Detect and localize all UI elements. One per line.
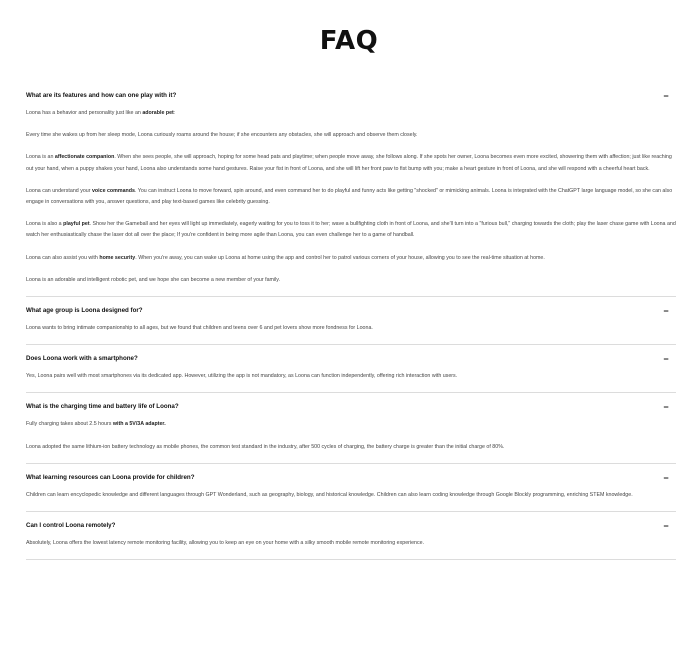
faq-answer <box>26 365 676 382</box>
faq-answer <box>26 413 676 452</box>
faq-answer <box>26 317 676 334</box>
faq-question-header[interactable] <box>26 393 676 413</box>
answer-paragraph <box>26 419 676 430</box>
answer-paragraph <box>26 130 676 141</box>
answer-text: . When she sees people, she will approach, hoping for some head pats and playtime; when people move away, she follows along. If she spots her owner, Loona becomes even more excited, showering them with affection; just like reaching out your hand, when a puppy shakes your hand, Loona also understands some hand gestures. Raise your fist in front of Loona, and she will lift her front paw to fist bump with you; make a heart gesture in front of Loona, and she will respond with a cheerful heart back. <box>26 154 672 172</box>
faq-answer <box>26 484 676 501</box>
faq-question-header[interactable] <box>26 464 676 484</box>
answer-highlight: playful pet <box>63 221 90 228</box>
faq-question-header[interactable] <box>26 345 676 365</box>
answer-text: Loona can understand your <box>26 187 92 194</box>
faq-item <box>26 464 676 512</box>
answer-paragraph <box>26 186 676 208</box>
answer-text: Loona wants to bring intimate companionship to all ages, but we found that children and teens over 6 and pet lovers show more fondness for Loona. <box>26 325 373 332</box>
answer-paragraph <box>26 219 676 241</box>
faq-item <box>26 297 676 345</box>
answer-text: Loona can also assist you with <box>26 254 100 261</box>
collapse-minus-icon[interactable]: − <box>663 521 669 532</box>
faq-question: What learning resources can Loona provide for children? <box>26 473 195 481</box>
collapse-minus-icon[interactable]: − <box>663 402 669 413</box>
collapse-minus-icon[interactable]: − <box>663 472 669 483</box>
answer-paragraph <box>26 538 676 549</box>
faq-item <box>26 512 676 560</box>
answer-text: Fully charging takes about 2.5 hours <box>26 421 113 428</box>
answer-text: Children can learn encyclopedic knowledge and different languages through GPT Wonderland, such as geography, biology, and historical knowledge. Children can also learn coding knowledge through Google Blockly programming, enriching STEM knowledge. <box>26 491 633 498</box>
faq-question: Does Loona work with a smartphone? <box>26 355 138 363</box>
answer-highlight: affectionate companion <box>54 154 115 161</box>
answer-text: . Show her the Gameball and her eyes will light up immediately, eagerly waiting for you to toss it to her; wave a bullfighting cloth in front of Loona, and she'll turn into a "furious bull," charging towards the cloth; play the laser chase game with Loona and watch her enthusiastically chase the laser dot all over the place; If you're confident in being more agile than Loona, you can even challenge her to a game of handball. <box>26 221 676 239</box>
answer-text: Loona is also a <box>26 221 64 228</box>
faq-item <box>26 393 676 463</box>
faq-question-header[interactable] <box>26 512 676 532</box>
answer-text: Yes, Loona pairs well with most smartphones via its dedicated app. However, utilizing the app is not mandatory, as Loona can function independently, offering rich interaction with users. <box>26 373 458 380</box>
answer-paragraph <box>26 275 676 286</box>
answer-paragraph <box>26 152 676 174</box>
faq-question: What is the charging time and battery life of Loona? <box>26 403 179 411</box>
answer-highlight: adorable pet <box>142 110 174 116</box>
answer-highlight: home security <box>99 254 136 261</box>
answer-paragraph <box>26 323 676 334</box>
answer-text: Loona is an <box>26 154 55 161</box>
answer-paragraph <box>26 371 676 382</box>
faq-item <box>26 345 676 393</box>
answer-paragraph <box>26 253 676 264</box>
faq-question-header[interactable] <box>26 297 676 317</box>
answer-paragraph <box>26 108 676 119</box>
answer-text: . You can instruct Loona to move forward, spin around, and even command her to do playful and funny acts like getting "shocked" or mimicking animals. Loona is integrated with the ChatGPT large language model, so she can also engage in conversations with you, answer questions, and play text-based games like celebrity guessing. <box>26 187 673 206</box>
faq-answer <box>26 532 676 549</box>
faq-list <box>26 82 676 560</box>
answer-text: . When you're away, you can wake up Loona at home using the app and control her to patrol various corners of your house, allowing you to see the real-time situation at home. <box>135 254 545 261</box>
faq-item <box>26 82 676 297</box>
faq-question-header[interactable] <box>26 82 676 102</box>
answer-text: Loona adopted the same lithium-ion battery technology as mobile phones, the common test standard in the industry, after 500 cycles of charging, the battery charge is greater than the initial charge of 80%. <box>26 443 505 450</box>
answer-text: Every time she wakes up from her sleep mode, Loona curiously roams around the house; if she encounters any obstacles, she will approach and observe them closely. <box>26 132 418 139</box>
answer-highlight: with a 5V/3A adapter. <box>112 421 166 428</box>
answer-text: : <box>173 110 176 116</box>
answer-text: Loona has a behavior and personality just like an <box>26 110 143 116</box>
answer-text: Absolutely, Loona offers the lowest latency remote monitoring facility, allowing you to keep an eye on your home with a silky smooth mobile remote monitoring experience. <box>26 540 425 547</box>
faq-question: What age group is Loona designed for? <box>26 307 143 315</box>
collapse-minus-icon[interactable]: − <box>663 91 669 101</box>
collapse-minus-icon[interactable]: − <box>663 306 669 317</box>
faq-question: What are its features and how can one play with it? <box>26 92 177 99</box>
answer-highlight: voice commands <box>91 187 135 194</box>
answer-paragraph <box>26 490 676 501</box>
answer-paragraph <box>26 442 676 453</box>
collapse-minus-icon[interactable]: − <box>663 354 669 365</box>
faq-question: Can I control Loona remotely? <box>26 522 116 530</box>
answer-text: Loona is an adorable and intelligent robotic pet, and we hope she can become a new member of your family. <box>26 276 281 283</box>
faq-answer <box>26 102 676 286</box>
page-title: FAQ <box>319 26 379 56</box>
